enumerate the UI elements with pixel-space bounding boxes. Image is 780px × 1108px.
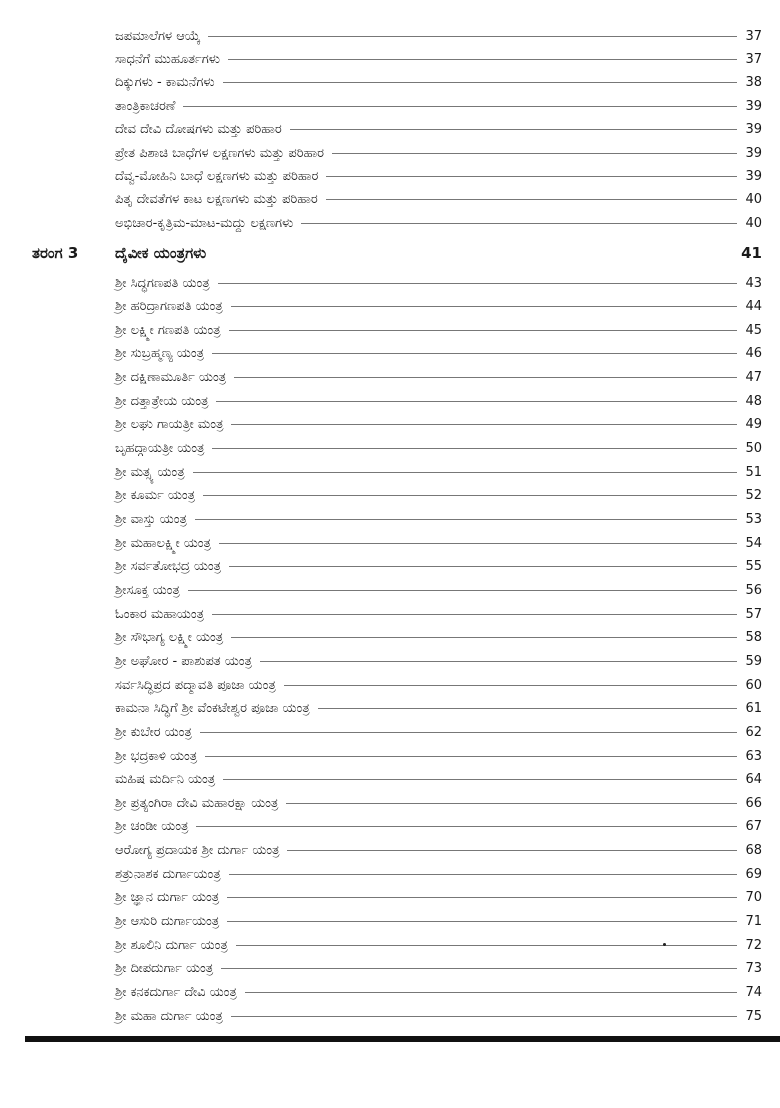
entry-title: ಶ್ರೀ ವಾಸ್ತು ಯಂತ್ರ [115,512,187,527]
leader-line [245,992,738,993]
leader-line [332,153,737,154]
toc-entry [115,816,762,838]
entry-page: 44 [745,299,762,315]
entry-page: 59 [745,653,762,669]
entry-title: ಶ್ರೀ ದಕ್ಷಿಣಾಮೂರ್ತಿ ಯಂತ್ರ [115,370,227,386]
entry-title: ಶ್ರೀ ಸೌಭಾಗ್ಯ ಲಕ್ಷ್ಮೀ ಯಂತ್ರ [115,630,224,646]
leader-line [260,661,738,662]
entry-page: 63 [745,748,762,764]
leader-line [183,106,737,107]
leader-line [231,637,737,638]
entry-title: ಶತ್ರುನಾಶಕ ದುರ್ಗಾಯಂತ್ರ [115,866,221,882]
toc-entry [115,698,762,720]
entry-title: ಸರ್ವಸಿದ್ಧಿಪ್ರದ ಪದ್ಮಾವತಿ ಪೂಜಾ ಯಂತ್ರ [115,677,276,693]
chapter-label: ತರಂಗ 3 [32,244,79,262]
entry-title: ಅಭಿಚಾರ-ಕೃತ್ರಿಮ-ಮಾಟ-ಮದ್ದು ಲಕ್ಷಣಗಳು [115,215,294,231]
entry-title: ಶ್ರೀ ಜ್ಞಾನ ದುರ್ಗಾ ಯಂತ್ರ [115,890,220,906]
toc-entry [115,438,762,460]
entry-title: ಶ್ರೀ ಲಕ್ಷ್ಮೀ ಗಣಪತಿ ಯಂತ್ರ [115,322,221,338]
chapter-heading [32,241,762,265]
leader-line [193,472,738,473]
entry-page: 43 [745,275,762,291]
leader-line [231,424,737,425]
entry-page: 54 [745,535,762,551]
entry-title: ಶ್ರೀ ಭದ್ರಕಾಳಿ ಯಂತ್ರ [115,748,198,764]
toc-entry [115,1005,762,1027]
leader-line [203,495,737,496]
entry-page: 39 [745,122,762,138]
entry-page: 50 [745,441,762,457]
toc-entry [115,887,762,909]
toc-entry [115,319,762,341]
entry-page: 71 [745,914,762,930]
toc-entry [115,556,762,578]
entry-title: ಶ್ರೀ ಹರಿದ್ರಾಗಣಪತಿ ಯಂತ್ರ [115,299,223,315]
entry-page: 70 [745,890,762,906]
toc-entry [115,509,762,531]
leader-line [229,566,737,567]
entry-title: ದೇವ ದೇವಿ ದೋಷಗಳು ಮತ್ತು ಪರಿಹಾರ [115,122,282,138]
leader-line [301,223,737,224]
toc-entry [115,212,762,234]
toc-entry [115,343,762,365]
chapter-title: ದೈವೀಕ ಯಂತ್ರಗಳು [115,244,207,262]
chapter-page: 41 [741,244,762,262]
entry-page: 72 [745,937,762,953]
toc-entry [115,603,762,625]
leader-line [205,756,737,757]
entry-title: ತಾಂತ್ರಿಕಾಚರಣೆ [115,98,176,114]
toc-entry [115,142,762,164]
entry-page: 51 [745,464,762,480]
toc-entry [115,745,762,767]
entry-page: 39 [745,145,762,161]
entry-page: 55 [745,559,762,575]
entry-title: ಶ್ರೀ ಮಹಾ ದುರ್ಗಾ ಯಂತ್ರ [115,1008,223,1024]
leader-line [326,176,737,177]
leader-line [326,199,738,200]
entry-page: 68 [745,843,762,859]
entry-page: 74 [745,985,762,1000]
toc-entry [115,165,762,187]
leader-line [287,850,737,851]
entry-title: ಆರೋಗ್ಯ ಪ್ರದಾಯಕ ಶ್ರೀ ದುರ್ಗಾ ಯಂತ್ರ [115,843,280,859]
entry-page: 39 [745,98,762,114]
entry-page: 61 [745,701,762,717]
leader-line [231,1016,738,1017]
entry-page: 69 [745,866,762,882]
toc-entry [115,958,762,980]
entry-page: 37 [745,28,762,44]
entry-title: ಶ್ರೀಸೂಕ್ತ ಯಂತ್ರ [115,582,180,598]
leader-line [219,543,737,544]
toc-entry [115,272,762,294]
entry-page: 52 [745,488,762,504]
toc-entry [115,119,762,141]
leader-line [228,59,737,60]
leader-line [223,779,737,780]
entry-page: 45 [745,322,762,338]
toc-entry [115,769,762,791]
leader-line [218,283,738,284]
entry-page: 38 [745,75,762,91]
entry-title: ಶ್ರೀ ಸರ್ವತೋಭದ್ರ ಯಂತ್ರ [115,559,222,575]
page-bottom-rule [25,1036,780,1042]
leader-line [212,614,737,615]
leader-line [221,968,737,969]
toc-entry [115,414,762,436]
leader-line [188,590,738,591]
entry-page: 49 [745,417,762,433]
entry-title: ಶ್ರೀ ಪ್ರತ್ಯಂಗಿರಾ ದೇವಿ ಮಹಾರಕ್ಷಾ ಯಂತ್ರ [115,795,279,811]
entry-title: ಕಾಮನಾ ಸಿದ್ಧಿಗೆ ಶ್ರೀ ವೆಂಕಟೇಶ್ವರ ಪೂಜಾ ಯಂತ್ರ [115,701,310,717]
toc-entry [115,863,762,885]
leader-line [196,826,737,827]
entry-title: ಶ್ರೀ ಸಿದ್ಧಗಣಪತಿ ಯಂತ್ರ [115,275,210,291]
entry-title: ಶ್ರೀ ಕುಬೇರ ಯಂತ್ರ [115,724,192,740]
entry-page: 46 [745,346,762,362]
toc-entry [115,461,762,483]
toc-entry [115,911,762,933]
entry-page: 60 [745,677,762,693]
leader-line [212,353,737,354]
entry-title: ದಿಕ್ಕುಗಳು - ಕಾಮನೆಗಳು [115,75,215,91]
leader-line [212,448,737,449]
toc-entry [115,982,762,1004]
entry-title: ಬೃಹದ್ಗಾಯತ್ರೀ ಯಂತ್ರ [115,441,205,457]
entry-page: 40 [745,192,762,208]
entry-title: ಶ್ರೀ ಕೂರ್ಮ ಯಂತ್ರ [115,488,196,504]
toc-entry [115,840,762,862]
entry-title: ಶ್ರೀ ಸುಬ್ರಹ್ಮಣ್ಯ ಯಂತ್ರ [115,346,205,362]
entry-page: 58 [745,630,762,646]
leader-line [229,330,738,331]
leader-line [229,874,738,875]
entry-title: ಸಾಧನೆಗೆ ಮುಹೂರ್ತಗಳು [115,51,220,67]
entry-page: 47 [745,370,762,386]
leader-line [290,129,738,130]
entry-title: ಶ್ರೀ ಮಹಾಲಕ್ಷ್ಮೀ ಯಂತ್ರ [115,535,211,551]
entry-page: 37 [745,51,762,67]
toc-entry [115,627,762,649]
entry-title: ಪ್ರೇತ ಪಿಶಾಚಿ ಬಾಧೆಗಳ ಲಕ್ಷಣಗಳು ಮತ್ತು ಪರಿಹಾರ [115,145,325,161]
entry-title: ಶ್ರೀ ಶೂಲಿನಿ ದುರ್ಗಾ ಯಂತ್ರ [115,937,228,953]
entry-page: 57 [745,606,762,622]
toc-entry [115,296,762,318]
entry-page: 62 [745,724,762,740]
toc-entry [115,674,762,696]
leader-line [195,519,738,520]
toc-entry [115,48,762,70]
entry-title: ಶ್ರೀ ದತ್ತಾತ್ರೇಯ ಯಂತ್ರ [115,393,209,409]
toc-entry [115,95,762,117]
toc-entry [115,72,762,94]
toc-entry [115,189,762,211]
leader-line [227,897,737,898]
entry-page: 53 [745,512,762,527]
entry-page: 66 [745,795,762,811]
toc-entry [115,650,762,672]
toc-entry [115,721,762,743]
entry-title: ಪಿತೃ ದೇವತೆಗಳ ಕಾಟ ಲಕ್ಷಣಗಳು ಮತ್ತು ಪರಿಹಾರ [115,192,318,208]
leader-line [208,36,737,37]
leader-line [216,401,737,402]
entry-title: ಮಹಿಷ ಮರ್ದಿನಿ ಯಂತ್ರ [115,772,216,788]
leader-line [231,306,738,307]
entry-title: ಶ್ರೀ ಲಘು ಗಾಯತ್ರೀ ಮಂತ್ರ [115,417,224,433]
entry-title: ಶ್ರೀ ಚಂಡೀ ಯಂತ್ರ [115,819,189,835]
leader-line [200,732,738,733]
leader-line [284,685,738,686]
toc-entry [115,792,762,814]
entry-title: ಶ್ರೀ ಕನಕದುರ್ಗಾ ದೇವಿ ಯಂತ್ರ [115,985,237,1000]
toc-entry [115,367,762,389]
entry-title: ಶ್ರೀ ಮತ್ಸ್ಯ ಯಂತ್ರ [115,464,185,480]
toc-entry [115,532,762,554]
leader-line [223,82,738,83]
entry-page: 40 [745,215,762,231]
entry-title: ಶ್ರೀ ಆಸುರಿ ದುರ್ಗಾಯಂತ್ರ [115,914,220,930]
toc-entry [115,485,762,507]
entry-title: ಶ್ರೀ ಅಘೋರ - ಪಾಶುಪತ ಯಂತ್ರ [115,653,252,669]
leader-line [227,921,737,922]
speck [663,943,666,946]
entry-title: ಜಪಮಾಲೆಗಳ ಆಯ್ಕೆ [115,28,201,44]
entry-page: 56 [745,582,762,598]
entry-page: 39 [745,168,762,184]
entry-page: 67 [745,819,762,835]
leader-line [286,803,737,804]
entry-page: 64 [745,772,762,788]
toc-entry [115,390,762,412]
entry-page: 48 [745,393,762,409]
toc-entry [115,579,762,601]
toc-entry [115,25,762,47]
entry-page: 75 [745,1008,762,1024]
leader-line [318,708,738,709]
entry-title: ದೆವ್ವ-ಮೋಹಿನಿ ಬಾಧೆ ಲಕ್ಷಣಗಳು ಮತ್ತು ಪರಿಹಾರ [115,168,319,184]
entry-page: 73 [745,961,762,977]
entry-title: ಶ್ರೀ ದೀಪದುರ್ಗಾ ಯಂತ್ರ [115,961,214,977]
entry-title: ಓಂಕಾರ ಮಹಾಯಂತ್ರ [115,606,205,622]
leader-line [234,377,737,378]
